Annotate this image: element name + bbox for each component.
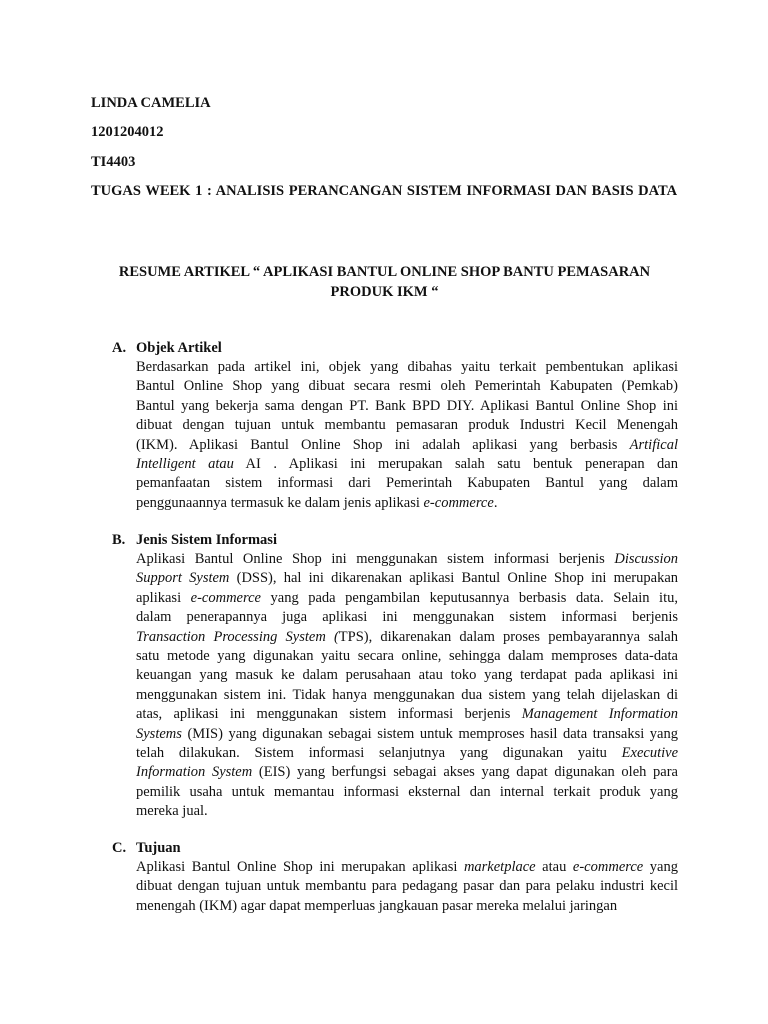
italic-term: Transaction Processing System (	[136, 628, 339, 645]
paragraph-line	[136, 358, 678, 377]
section-a-heading	[112, 339, 222, 358]
line-text: dalam penerapannya juga aplikasi ini menggunakan sistem informasi berjenis	[136, 609, 678, 626]
paragraph-line	[136, 897, 678, 916]
line-text: telah dilakukan. Sistem informasi selanjutnya yang digunakan yaitu	[136, 745, 622, 762]
line-text: Aplikasi Bantul Online Shop ini merupakan aplikasi	[136, 859, 464, 875]
italic-term: marketplace	[463, 859, 536, 875]
section-b-heading	[112, 531, 277, 550]
section-c-body	[136, 858, 678, 916]
section-c-title: Tujuan	[136, 840, 181, 856]
paragraph-line	[136, 628, 678, 647]
line-text: penggunaannya termasuk ke dalam jenis aplikasi	[136, 494, 424, 511]
paragraph-line	[136, 569, 678, 588]
paragraph-line	[136, 647, 678, 666]
article-title: RESUME ARTIKEL “ APLIKASI BANTUL ONLINE SHOP BANTU PEMASARAN PRODUK IKM “	[118, 264, 651, 300]
line-text: satu metode yang digunakan yaitu secara online, sehingga dalam memproses data-data	[136, 648, 678, 665]
paragraph-line	[136, 877, 678, 896]
author-name: LINDA CAMELIA	[91, 95, 211, 111]
line-text: .	[493, 494, 498, 511]
section-c-heading	[112, 839, 181, 858]
paragraph-line	[136, 550, 678, 569]
section-c-letter: C.	[112, 840, 127, 856]
italic-term: Systems	[136, 725, 182, 742]
italic-term: Artifical	[629, 436, 678, 453]
paragraph-line	[136, 474, 678, 493]
paragraph-line	[136, 666, 678, 685]
line-text: pemanfaatan sistem informasi dari Pemerintah Kabupaten Bantul yang dalam	[136, 475, 678, 492]
paragraph-line	[136, 589, 678, 608]
line-text: menengah (IKM) agar dapat memperluas jangkauan pasar mereka melalui jaringan	[136, 897, 618, 914]
assignment-title: TUGAS WEEK 1 : ANALISIS PERANCANGAN SISTEM INFORMASI DAN BASIS DATA	[91, 183, 678, 199]
line-text: menggunakan sistem ini. Tidak hanya menggunakan dua sistem yang telah dijelaskan di	[136, 686, 678, 703]
paragraph-line	[136, 608, 678, 627]
paragraph-line	[136, 494, 678, 513]
section-b-letter: B.	[112, 532, 126, 548]
italic-term: Management Information	[521, 706, 678, 723]
paragraph-line	[136, 686, 678, 705]
line-text: Bantul Online Shop yang dibuat secara resmi oleh Pemerintah Kabupaten (Pemkab)	[136, 378, 678, 395]
italic-term: Support System	[136, 570, 230, 587]
italic-term: Information System	[136, 764, 253, 781]
line-text: dibuat dengan tujuan untuk membantu para pedagang pasar dan para pelaku industri kecil	[136, 878, 678, 895]
line-text: AI . Aplikasi ini merupakan salah satu bentuk penerapan dan	[233, 456, 678, 473]
paragraph-line	[136, 436, 678, 455]
line-text: Berdasarkan pada artikel ini, objek yang dibahas yaitu terkait pembentukan aplikasi	[136, 359, 678, 375]
paragraph-line	[136, 858, 678, 877]
paragraph-line	[136, 725, 678, 744]
paragraph-line	[136, 455, 678, 474]
italic-term: e-commerce	[423, 494, 494, 511]
section-a-letter: A.	[112, 340, 127, 356]
class-code: TI4403	[91, 154, 136, 170]
line-text: keuangan yang masuk ke dalam perusahaan atau toko yang terdapat pada aplikasi ini	[136, 667, 678, 684]
line-text: yang	[643, 859, 678, 875]
paragraph-line	[136, 397, 678, 416]
line-text: (IKM). Aplikasi Bantul Online Shop ini adalah aplikasi yang berbasis	[136, 436, 630, 453]
section-b-title: Jenis Sistem Informasi	[136, 532, 277, 548]
line-text: Bantul yang bekerja sama dengan PT. Bank BPD DIY. Aplikasi Bantul Online Shop ini	[136, 397, 678, 414]
paragraph-line	[136, 763, 678, 782]
line-text: mereka jual.	[136, 803, 208, 820]
paragraph-line	[136, 377, 678, 396]
line-text: atas, aplikasi ini menggunakan sistem informasi berjenis	[136, 706, 522, 723]
paragraph-line	[136, 416, 678, 435]
paragraph-line	[136, 802, 678, 821]
line-text: Aplikasi Bantul Online Shop ini menggunakan sistem informasi berjenis	[136, 551, 615, 567]
line-text: (EIS) yang berfungsi sebagai akses yang dapat digunakan oleh para	[252, 764, 678, 781]
section-a-title: Objek Artikel	[136, 340, 222, 356]
italic-term: e-commerce	[572, 859, 644, 875]
paragraph-line	[136, 783, 678, 802]
student-id: 1201204012	[91, 124, 164, 140]
italic-term: Discussion	[614, 551, 678, 567]
paragraph-line	[136, 744, 678, 763]
italic-term: Executive	[621, 745, 678, 762]
line-text: dibuat dengan tujuan untuk membantu pemasaran produk Industri Kecil Menengah	[136, 417, 678, 434]
line-text: (DSS), hal ini dikarenakan aplikasi Bantul Online Shop ini merupakan	[229, 570, 678, 587]
line-text: pemilik usaha untuk memantau informasi eksternal dan internal terkait produk yang	[136, 783, 678, 800]
line-text: yang pada pengambilan keputusannya berbasis data. Selain itu,	[260, 589, 678, 606]
italic-term: Intelligent atau	[136, 456, 234, 473]
section-a-body	[136, 358, 678, 513]
line-text: atau	[535, 859, 573, 875]
section-b-body	[136, 550, 678, 822]
line-text: aplikasi	[136, 589, 191, 606]
italic-term: e-commerce	[190, 589, 261, 606]
paragraph-line	[136, 705, 678, 724]
line-text: TPS), dikarenakan dalam proses pembayarannya salah	[338, 628, 678, 645]
line-text: (MIS) yang digunakan sebagai sistem untuk memproses hasil data transaksi yang	[181, 725, 678, 742]
